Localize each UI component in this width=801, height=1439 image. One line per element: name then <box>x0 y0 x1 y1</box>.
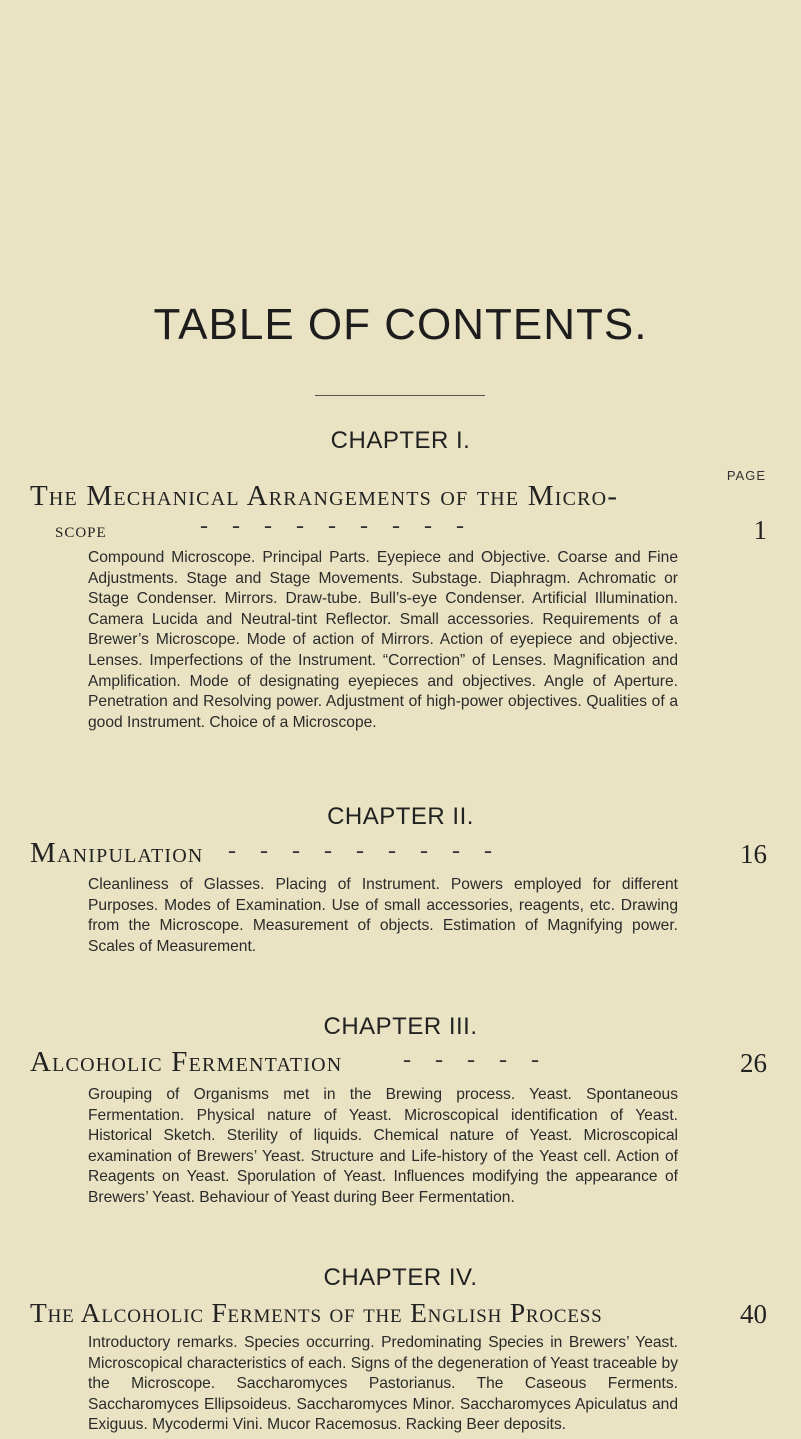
chapter-summary: Introductory remarks. Species occurring. Predominating Species in Brewers’ Yeast. Microscopical characteristics of each. Signs of the degeneration of Yeast traceable by the Microscope. Saccharomyces Pastorianus. The Caseous Ferments. Saccharomyces Ellipsoideus. Saccharomyces Minor. Saccharomyces Apiculatus and Exiguus. Mycodermi Vini. Mucor Racemosus. Racking Beer deposits. <box>88 1334 678 1434</box>
chapter-title: Alcoholic Fermentation <box>30 1046 343 1078</box>
dot-leader: ----- <box>403 1047 563 1073</box>
page-column-label: PAGE <box>726 468 766 483</box>
chapter-summary: Compound Microscope. Principal Parts. Eyepiece and Objective. Coarse and Fine Adjustments. Stage and Stage Movements. Substage. Diaphragm. Achromatic or Stage Condenser. Mirrors. Draw-tube. Bull’s-eye Condenser. Artificial Illumination. Camera Lucida and Neutral-tint Reflector. Small accessories. Requirements of a Brewer’s Microscope. Mode of action of Mirrors. Action of eyepiece and objective. Lenses. Imperfections of the Instrument. “Correction” of Lenses. Magnification and Amplification. Mode of designating eyepieces and objectives. Angle of Aperture. Penetration and Resolving power. Adjustment of high-power objectives. Qualities of a good Instrument. Choice of a Microscope. <box>88 549 678 731</box>
page-number: 40 <box>740 1299 767 1329</box>
chapter-heading: CHAPTER IV. <box>323 1264 478 1291</box>
chapter-summary: Cleanliness of Glasses. Placing of Instrument. Powers employed for different Purposes. Modes of Examination. Use of small accessories, reagents, etc. Drawing from the Microscope. Measurement of objects. Estimation of Magnifying power. Scales of Measurement. <box>88 876 678 955</box>
page-number: 26 <box>740 1048 767 1078</box>
page-number: 16 <box>740 839 767 869</box>
title-divider <box>315 395 485 396</box>
page-number: 1 <box>753 515 767 545</box>
page-title: TABLE OF CONTENTS. <box>153 300 648 349</box>
chapter-heading: CHAPTER II. <box>327 803 474 830</box>
chapter-title: Manipulation <box>30 837 204 869</box>
dot-leader: --------- <box>200 513 488 539</box>
chapter-title: The Mechanical Arrangements of the Micro- <box>30 480 619 512</box>
chapter-title-continued: scope <box>55 517 107 542</box>
chapter-title: The Alcoholic Ferments of the English Process <box>30 1297 603 1328</box>
dot-leader: --------- <box>228 838 516 864</box>
chapter-heading: CHAPTER I. <box>330 427 471 454</box>
chapter-summary: Grouping of Organisms met in the Brewing process. Yeast. Spontaneous Fermentation. Physical nature of Yeast. Microscopical identification of Yeast. Historical Sketch. Sterility of liquids. Chemical nature of Yeast. Microscopical examination of Brewers’ Yeast. Structure and Life-history of the Yeast cell. Action of Reagents on Yeast. Sporulation of Yeast. Influences modifying the appearance of Brewers’ Yeast. Behaviour of Yeast during Beer Fermentation. <box>88 1086 678 1206</box>
chapter-heading: CHAPTER III. <box>323 1013 478 1040</box>
